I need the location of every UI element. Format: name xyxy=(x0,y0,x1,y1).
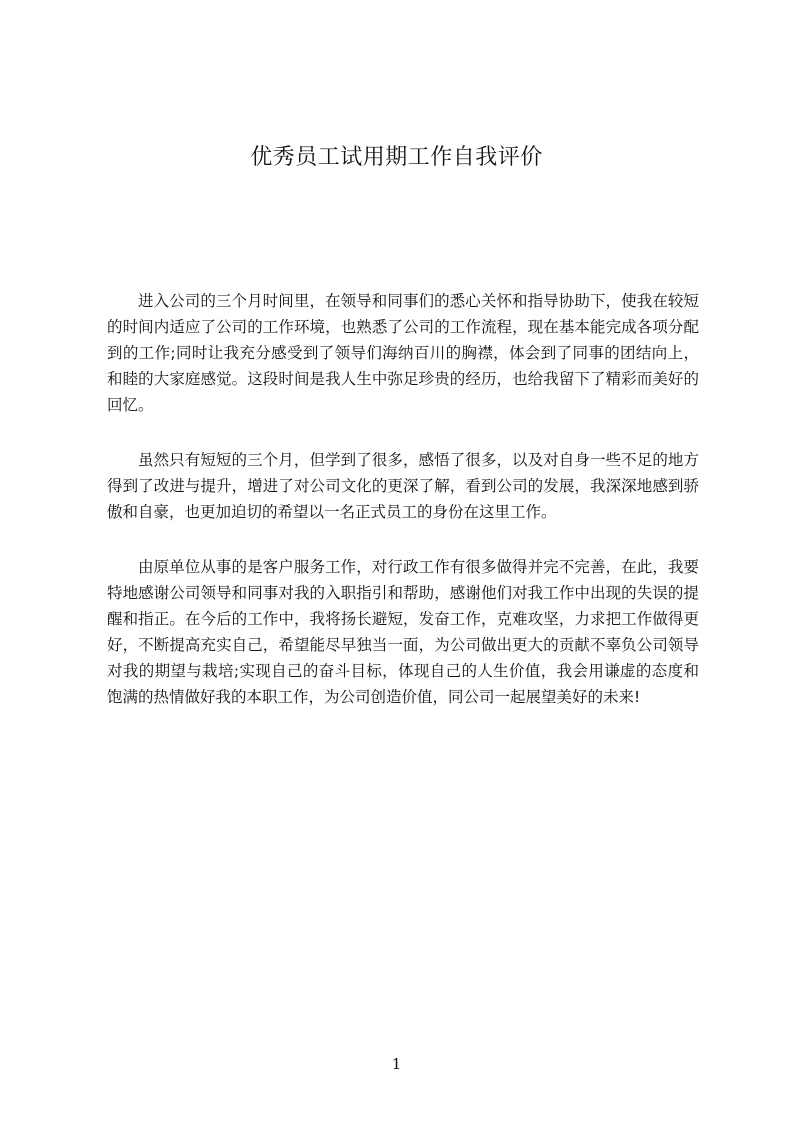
page-number: 1 xyxy=(391,1055,402,1073)
paragraph-3: 由原单位从事的是客户服务工作，对行政工作有很多做得并完不完善，在此，我要特地感谢公司领导和同事对我的入职指引和帮助，感谢他们对我工作中出现的失误的提醒和指正。在今后的工作中，我将扬长避短，发奋工作，克难攻坚，力求把工作做得更好，不断提高充实自己，希望能尽早独当一面，为公司做出更大的贡献不辜负公司领导对我的期望与栽培;实现自己的奋斗目标，体现自己的人生价值，我会用谦虚的态度和饱满的热情做好我的本职工作，为公司创造价值，同公司一起展望美好的未来! xyxy=(107,558,699,706)
paragraph-2: 虽然只有短短的三个月，但学到了很多，感悟了很多，以及对自身一些不足的地方得到了改进与提升，增进了对公司文化的更深了解，看到公司的发展，我深深地感到骄傲和自豪，也更加迫切的希望以一名正式员工的身份在这里工作。 xyxy=(107,451,699,521)
paragraph-1: 进入公司的三个月时间里，在领导和同事们的悉心关怀和指导协助下，使我在较短的时间内适应了公司的工作环境，也熟悉了公司的工作流程，现在基本能完成各项分配到的工作;同时让我充分感受到了领导们海纳百川的胸襟，体会到了同事的团结向上，和睦的大家庭感觉。这段时间是我人生中弥足珍贵的经历，也给我留下了精彩而美好的回忆。 xyxy=(107,292,699,414)
document-title: 优秀员工试用期工作自我评价 xyxy=(250,145,543,170)
